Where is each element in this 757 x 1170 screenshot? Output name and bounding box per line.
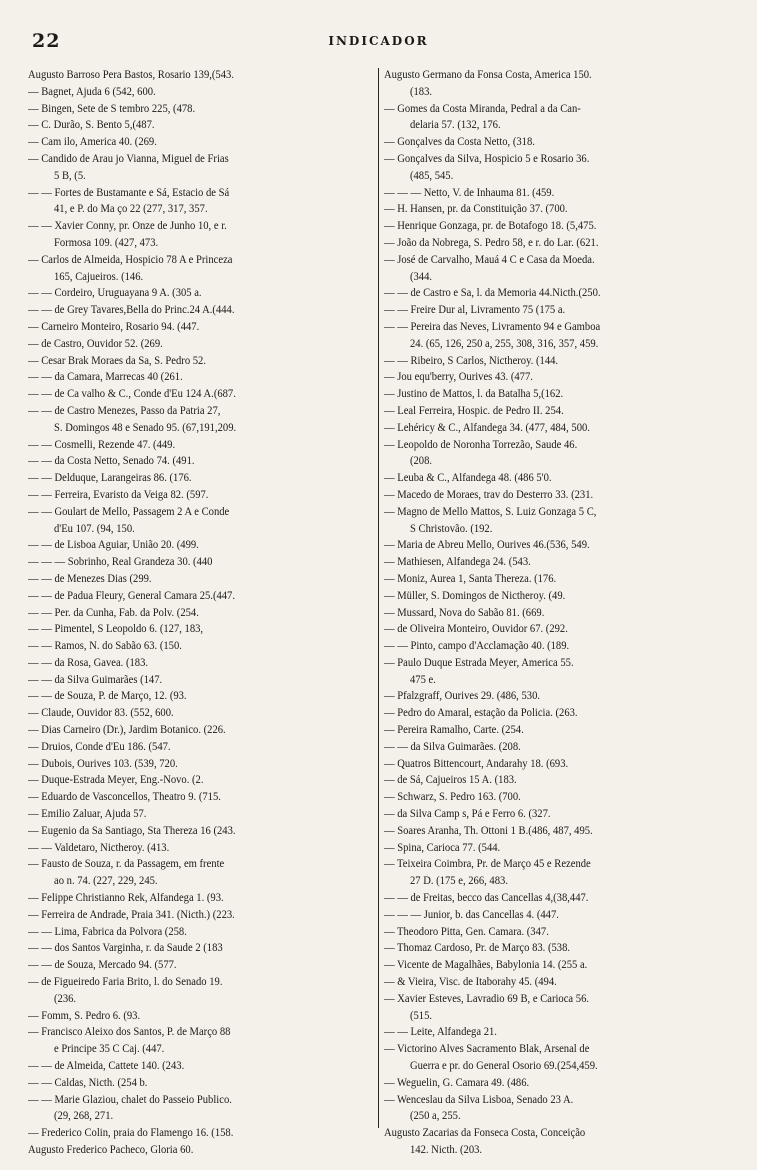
directory-entry-line: — João da Nobrega, S. Pedro 58, e r. do Lar. (621.	[383, 237, 599, 250]
directory-entry-line: — Spina, Carioca 77. (544.	[383, 842, 501, 854]
page-number: 22	[32, 30, 61, 52]
directory-entry-line: — — Pereira das Neves, Livramento 94 e Gamboa	[383, 321, 601, 334]
directory-entry-line: — Felippe Christianno Rek, Alfandega 1. (93.	[28, 892, 224, 905]
directory-entry-line: — — dos Santos Varginha, r. da Saude 2 (183	[28, 943, 223, 955]
directory-entry-line: — Cam ilo, America 40. (269.	[28, 136, 157, 149]
directory-entry-line: — Leopoldo de Noronha Torrezão, Saude 46.	[383, 439, 578, 451]
directory-entry-line: — — Pinto, campo d'Acclamação 40. (189.	[383, 640, 570, 653]
directory-entry-line: — Dias Carneiro (Dr.), Jardim Botanico. (226.	[28, 724, 226, 737]
directory-entry-line: — Müller, S. Domingos de Nictheroy. (49.	[383, 590, 566, 602]
directory-entry-line: — — Freire Dur al, Livramento 75 (175 a.	[383, 304, 566, 317]
directory-entry-line: 24. (65, 126, 250 a, 255, 308, 316, 357, 459.	[409, 338, 599, 351]
directory-entry-line: — — de Grey Tavares,Bella do Princ.24 A.(444.	[28, 304, 235, 317]
directory-entry-line: delaria 57. (132, 176.	[409, 120, 501, 132]
directory-entry-line: — — — Netto, V. de Inhauma 81. (459.	[383, 187, 555, 199]
directory-entry-line: — Fausto de Souza, r. da Passagem, em frente	[28, 859, 225, 871]
directory-entry-line: — Justino de Mattos, l. da Batalha 5,(162.	[383, 388, 564, 401]
directory-entry-line: Augusto Frederico Pacheco, Gloria 60.	[28, 1144, 194, 1157]
directory-entry-line: (208.	[409, 455, 433, 468]
directory-columns	[28, 68, 730, 1158]
directory-entry-line: — de Sá, Cajueiros 15 A. (183.	[383, 775, 517, 787]
directory-entry-line: — Gomes da Costa Miranda, Pedral a da Can-	[383, 103, 581, 115]
directory-entry-line: 475 e.	[409, 674, 436, 686]
directory-entry-line: — Eduardo de Vasconcellos, Theatro 9. (715.	[28, 791, 221, 804]
directory-entry-line: — Quatros Bittencourt, Andarahy 18. (693.	[383, 758, 569, 770]
directory-entry-line: Augusto Germano da Fonsa Costa, America 150.	[383, 69, 592, 82]
directory-entry-line: (515.	[409, 1010, 433, 1022]
directory-entry-line: 27 D. (175 e, 266, 483.	[409, 875, 508, 888]
directory-entry-line: — H. Hansen, pr. da Constituição 37. (700.	[383, 203, 568, 216]
directory-entry-line: — de Figueiredo Faria Brito, l. do Senado 19.	[28, 976, 223, 989]
directory-entry-line: — Moniz, Aurea 1, Santa Thereza. (176.	[383, 573, 557, 586]
directory-entry-line: ao n. 74. (227, 229, 245.	[54, 875, 158, 888]
directory-entry-line: — — de Souza, P. de Março, 12. (93.	[28, 691, 187, 703]
directory-entry-line: (250 a, 255.	[409, 1111, 461, 1123]
directory-entry-line: — & Vieira, Visc. de Itaborahy 45. (494.	[383, 976, 557, 989]
directory-entry-line: — Claude, Ouvidor 83. (552, 600.	[28, 707, 174, 720]
directory-entry-line: — Teixeira Coimbra, Pr. de Março 45 e Rezende	[383, 859, 591, 871]
directory-entry-line: — Pfalzgraff, Ourives 29. (486, 530.	[383, 691, 541, 703]
directory-entry-line: — Paulo Duque Estrada Meyer, America 55.	[383, 657, 574, 670]
directory-entry-line: — — Delduque, Larangeiras 86. (176.	[28, 472, 192, 485]
directory-entry-line: — — da Rosa, Gavea. (183.	[28, 657, 149, 670]
directory-entry-line: 5 B, (5.	[54, 170, 86, 183]
directory-entry-line: — — Goulart de Mello, Passagem 2 A e Conde	[28, 506, 230, 518]
directory-entry-line: — de Oliveira Monteiro, Ouvidor 67. (292.	[383, 623, 568, 636]
directory-entry-line: — Theodoro Pitta, Gen. Camara. (347.	[383, 926, 549, 938]
directory-entry-line: — Leal Ferreira, Hospic. de Pedro II. 254.	[383, 405, 564, 418]
directory-entry-line: — Bagnet, Ajuda 6 (542, 600.	[28, 86, 156, 99]
directory-entry-line: — — de Menezes Dias (299.	[28, 573, 152, 586]
directory-entry-line: — Candido de Arau jo Vianna, Miguel de Frias	[28, 153, 229, 166]
directory-entry-line: (29, 268, 271.	[54, 1111, 114, 1123]
directory-entry-line: — Gonçalves da Silva, Hospicio 5 e Rosario 36.	[383, 153, 590, 166]
directory-entry-line: — Lehéricy & C., Alfandega 34. (477, 484, 500.	[383, 422, 590, 435]
directory-entry-line: — C. Durão, S. Bento 5,(487.	[28, 120, 155, 132]
directory-entry-line: — Cesar Brak Moraes da Sa, S. Pedro 52.	[28, 355, 207, 367]
directory-entry-line: — — de Souza, Mercado 94. (577.	[28, 959, 177, 972]
directory-entry-line: d'Eu 107. (94, 150.	[54, 523, 135, 535]
directory-entry-line: — Vicente de Magalhães, Babylonia 14. (255 a.	[383, 959, 588, 972]
directory-entry-line: — Frederico Colin, praia do Flamengo 16. (158.	[28, 1127, 234, 1140]
directory-entry-line: — Pereira Ramalho, Carte. (254.	[383, 724, 524, 737]
directory-entry-line: Guerra e pr. do General Osorio 69.(254,459.	[409, 1060, 598, 1073]
directory-entry-line: — — Ramos, N. do Sabão 63. (150.	[28, 640, 182, 653]
directory-entry-line: (236.	[54, 993, 77, 1006]
directory-entry-line: — Thomaz Cardoso, Pr. de Março 83. (538.	[383, 943, 571, 955]
directory-entry-line: e Principe 35 C Caj. (447.	[54, 1043, 165, 1056]
directory-entry-line: — Macedo de Moraes, trav do Desterro 33. (231.	[383, 489, 594, 502]
running-title: INDICADOR	[328, 34, 429, 48]
directory-entry-line: — José de Carvalho, Mauá 4 C e Casa da Moeda.	[383, 254, 595, 267]
directory-entry-line: 142. Nicth. (203.	[409, 1144, 483, 1157]
directory-entry-line: — Pedro do Amaral, estação da Policia. (263.	[383, 707, 578, 720]
directory-entry-line: — — — Sobrinho, Real Grandeza 30. (440	[28, 556, 213, 569]
directory-entry-line: — Weguelin, G. Camara 49. (486.	[383, 1077, 530, 1090]
directory-entry-line: — — Ribeiro, S Carlos, Nictheroy. (144.	[383, 355, 559, 367]
directory-entry-line: — — de Ca valho & C., Conde d'Eu 124 A.(687.	[28, 388, 236, 401]
directory-entry-line: (485, 545.	[409, 170, 454, 183]
directory-entry-line: — Magno de Mello Mattos, S. Luiz Gonzaga 5 C,	[383, 506, 597, 518]
directory-entry-line: — Carneiro Monteiro, Rosario 94. (447.	[28, 321, 200, 334]
directory-entry-line: — Druios, Conde d'Eu 186. (547.	[28, 741, 171, 754]
directory-entry-line: — Carlos de Almeida, Hospicio 78 A e Princeza	[28, 254, 233, 267]
directory-entry-line: Formosa 109. (427, 473.	[54, 237, 159, 250]
directory-entry-line: — Wenceslau da Silva Lisboa, Senado 23 A.	[383, 1094, 574, 1106]
directory-entry-line: — Francisco Aleixo dos Santos, P. de Março 88	[28, 1027, 231, 1039]
directory-entry-line: S Christovão. (192.	[409, 523, 493, 535]
directory-entry-line: 41, e P. do Ma ço 22 (277, 317, 357.	[54, 203, 208, 216]
directory-entry-line: — Eugenio da Sa Santiago, Sta Thereza 16 (243.	[28, 825, 236, 838]
directory-entry-line: — — Valdetaro, Nictheroy. (413.	[28, 842, 170, 854]
directory-entry-line: — — Pimentel, S Leopoldo 6. (127, 183,	[28, 623, 204, 636]
left-column	[28, 68, 378, 1158]
directory-entry-line: — — da Silva Guimarães. (208.	[383, 741, 521, 754]
directory-entry-line: — — Cordeiro, Uruguayana 9 A. (305 a.	[28, 287, 202, 300]
directory-entry-line: — Emilio Zaluar, Ajuda 57.	[28, 808, 147, 821]
directory-entry-line: — — da Costa Netto, Senado 74. (491.	[28, 455, 195, 468]
directory-entry-line: Augusto Zacarias da Fonseca Costa, Conceição	[383, 1127, 586, 1140]
directory-entry-line: — — Fortes de Bustamante e Sá, Estacio de Sá	[28, 187, 230, 199]
directory-entry-line: — — da Silva Guimarães (147.	[28, 674, 163, 686]
directory-entry-line: S. Domingos 48 e Senado 95. (67,191,209.	[54, 422, 237, 435]
directory-entry-line: — Leuba & C., Alfandega 48. (486 5'0.	[383, 472, 552, 485]
directory-entry-line: — — de Almeida, Cattete 140. (243.	[28, 1060, 185, 1073]
directory-entry-line: — Bingen, Sete de S tembro 225, (478.	[28, 103, 196, 115]
directory-entry-line: — — Per. da Cunha, Fab. da Polv. (254.	[28, 607, 199, 619]
directory-entry-line: — de Castro, Ouvidor 52. (269.	[28, 338, 163, 351]
directory-entry-line: — — de Castro e Sa, l. da Memoria 44.Nicth.(250.	[383, 287, 601, 300]
directory-entry-line: — Soares Aranha, Th. Ottoni 1 B.(486, 487, 495.	[383, 825, 593, 838]
directory-entry-line: — Jou equ'berry, Ourives 43. (477.	[383, 371, 533, 384]
directory-entry-line: — Xavier Esteves, Lavradio 69 B, e Carioca 56.	[383, 993, 590, 1006]
directory-entry-line: — Victorino Alves Sacramento Blak, Arsenal de	[383, 1043, 590, 1056]
directory-entry-line: — — Cosmelli, Rezende 47. (449.	[28, 439, 176, 451]
directory-entry-line: — Henrique Gonzaga, pr. de Botafogo 18. (5,475.	[383, 220, 597, 233]
directory-entry-line: — Fomm, S. Pedro 6. (93.	[28, 1010, 141, 1022]
directory-entry-line: — — Lima, Fabrica da Polvora (258.	[28, 926, 187, 938]
directory-entry-line: — Schwarz, S. Pedro 163. (700.	[383, 791, 521, 804]
directory-entry-line: — — de Castro Menezes, Passo da Patria 27,	[28, 405, 221, 418]
directory-entry-line: Augusto Barroso Pera Bastos, Rosario 139,(543.	[28, 69, 234, 82]
directory-entry-line: — — de Lisboa Aguiar, União 20. (499.	[28, 539, 199, 552]
directory-entry-line: (344.	[409, 271, 433, 283]
directory-entry-line: — Maria de Abreu Mello, Ourives 46.(536, 549.	[383, 539, 590, 552]
directory-entry-line: — — da Camara, Marrecas 40 (261.	[28, 371, 183, 384]
page-header	[30, 30, 727, 56]
right-column	[379, 68, 730, 1158]
directory-entry-line: — — de Padua Fleury, General Camara 25.(447.	[28, 590, 236, 602]
directory-entry-line: — Mussard, Nova do Sabão 81. (669.	[383, 607, 545, 619]
directory-entry-line: — — — Junior, b. das Cancellas 4. (447.	[383, 909, 559, 922]
directory-entry-line: 165, Cajueiros. (146.	[54, 271, 144, 283]
directory-entry-line: — — Xavier Conny, pr. Onze de Junho 10, e r.	[28, 220, 227, 233]
directory-entry-line: — Ferreira de Andrade, Praia 341. (Nicth.) (223.	[28, 909, 235, 922]
directory-entry-line: — da Silva Camp s, Pá e Ferro 6. (327.	[383, 808, 551, 821]
directory-entry-line: — — Leite, Alfandega 21.	[383, 1027, 497, 1039]
directory-entry-line: — Mathiesen, Alfandega 24. (543.	[383, 556, 531, 569]
directory-entry-line: — — Caldas, Nicth. (254 b.	[28, 1077, 148, 1090]
directory-entry-line: (183.	[409, 86, 433, 99]
directory-entry-line: — Duque-Estrada Meyer, Eng.-Novo. (2.	[28, 775, 204, 787]
directory-entry-line: — Dubois, Ourives 103. (539, 720.	[28, 758, 178, 770]
directory-entry-line: — — Ferreira, Evaristo da Veiga 82. (597.	[28, 489, 209, 502]
directory-entry-line: — — Marie Glaziou, chalet do Passeio Publico.	[28, 1094, 232, 1106]
directory-entry-line: — Gonçalves da Costa Netto, (318.	[383, 136, 535, 149]
directory-entry-line: — — de Freitas, becco das Cancellas 4,(38,447.	[383, 892, 589, 905]
